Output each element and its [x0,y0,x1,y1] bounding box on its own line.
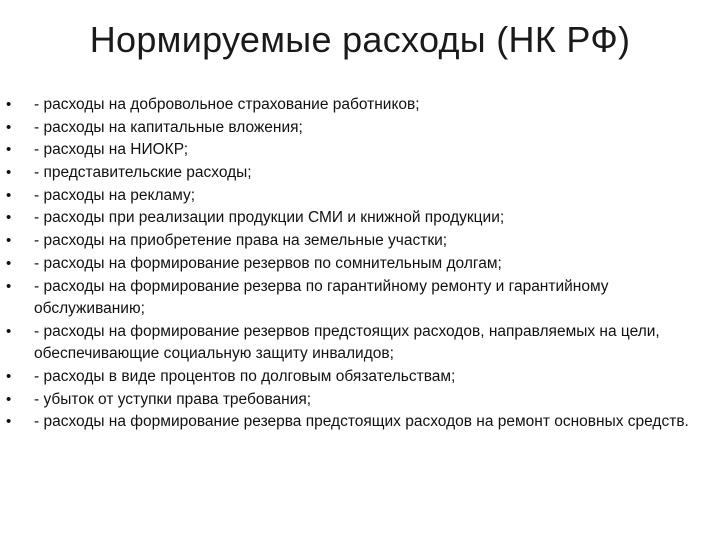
list-item-text: - расходы на формирование резервов по сомнительным долгам; [34,254,502,272]
list-item [0,366,718,389]
bullet-icon: • [6,232,12,250]
list-item [0,321,718,366]
list-item-text: - расходы на рекламу; [34,186,196,204]
list-item [0,253,718,276]
bullet-list [0,94,718,434]
list-item [0,411,718,434]
list-item [0,207,718,230]
bullet-icon: • [6,254,12,272]
list-item-text: - расходы на НИОКР; [34,141,189,159]
bullet-icon: • [6,186,12,204]
list-item-text: - расходы на формирование резервов предстоящих расходов, направляемых на цели, обеспечивающие социальную защиту инвалидов; [34,322,660,363]
slide-title: Нормируемые расходы (НК РФ) [89,19,631,60]
list-item-text: - расходы на капитальные вложения; [34,118,303,136]
list-item [0,230,718,253]
bullet-icon: • [6,413,12,431]
bullet-icon: • [6,367,12,385]
list-item-text: - расходы на формирование резерва по гарантийному ремонту и гарантийному обслуживанию; [34,277,609,317]
list-item-text: - расходы в виде процентов по долговым обязательствам; [34,367,456,385]
list-item [0,117,718,140]
list-item-text: - расходы при реализации продукции СМИ и книжной продукции; [34,209,505,227]
bullet-icon: • [6,118,12,136]
list-item [0,389,718,412]
list-item [0,94,718,117]
bullet-icon: • [6,390,12,408]
bullet-icon: • [6,277,12,295]
list-item-text: - расходы на приобретение права на земельные участки; [34,232,448,250]
bullet-icon: • [6,164,12,182]
list-item-text: - расходы на формирование резерва предстоящих расходов на ремонт основных средств. [34,413,689,431]
list-item-text: - убыток от уступки права требования; [34,390,312,408]
bullet-icon: • [6,141,12,159]
list-item [0,185,718,208]
list-item-text: - расходы на добровольное страхование работников; [34,96,420,113]
list-item [0,162,718,185]
list-item [0,139,718,162]
bullet-icon: • [6,209,12,227]
bullet-icon: • [6,322,12,340]
list-item [0,276,718,321]
bullet-icon: • [6,96,12,113]
list-item-text: - представительские расходы; [34,164,252,182]
